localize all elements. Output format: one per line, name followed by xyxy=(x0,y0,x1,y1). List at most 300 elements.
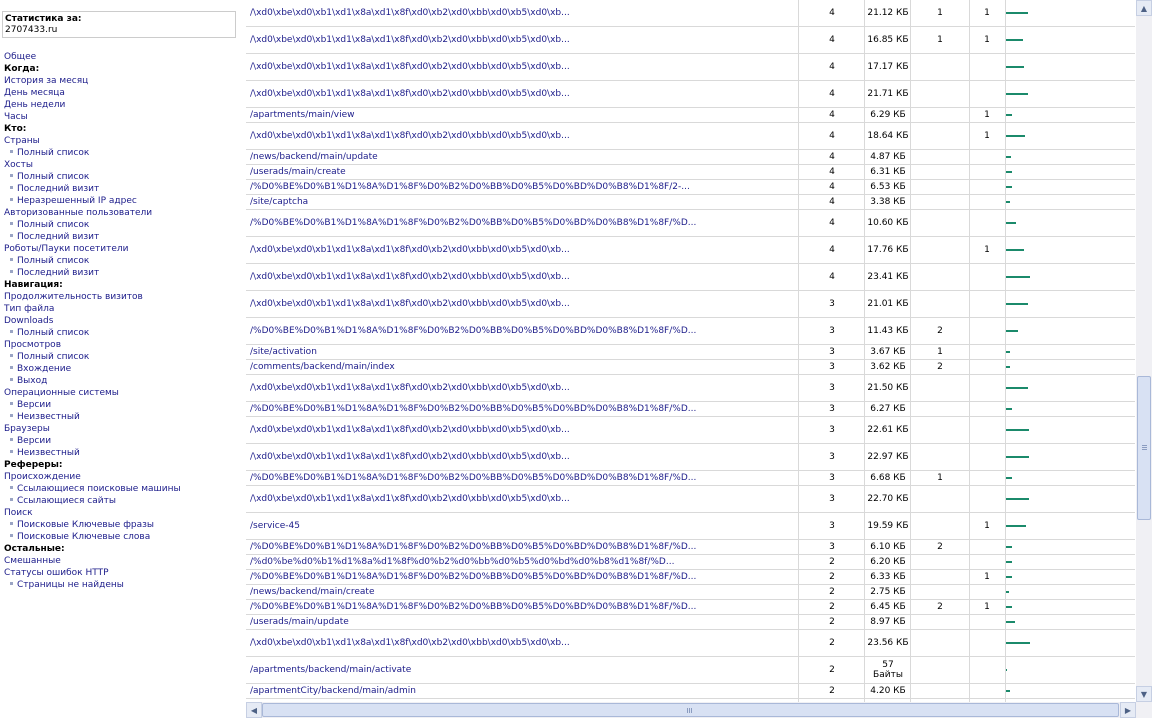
table-row xyxy=(246,0,1135,27)
menu-item-label: Когда: xyxy=(4,64,40,74)
menu-subitem[interactable] xyxy=(4,327,240,339)
page-url-link[interactable]: /\xd0\xbe\xd0\xb1\xd1\x8a\xd1\x8f\xd0\xb2\xd0\xbb\xd0\xb5\xd0\xb... xyxy=(250,383,570,393)
hits-bar-cell xyxy=(1006,54,1134,80)
menu-item[interactable] xyxy=(4,567,240,579)
bullet-icon xyxy=(10,582,13,585)
menu-item[interactable] xyxy=(4,207,240,219)
hits-bar-cell xyxy=(1006,108,1134,122)
bullet-icon xyxy=(10,486,13,489)
size-cell: 23.56 КБ xyxy=(867,638,909,648)
menu-item[interactable] xyxy=(4,507,240,519)
page-url-link[interactable]: /news/backend/main/update xyxy=(250,152,378,162)
menu-subitem[interactable] xyxy=(4,495,240,507)
table-row xyxy=(246,108,1135,123)
size-cell: 6.31 КБ xyxy=(870,167,906,177)
page-url-link[interactable]: /site/activation xyxy=(250,347,317,357)
menu-item[interactable] xyxy=(4,555,240,567)
entry-cell xyxy=(911,108,969,122)
menu-section-header xyxy=(4,279,240,291)
hits-bar xyxy=(1006,114,1012,116)
page-url-link[interactable]: /%d0%be%d0%b1%d1%8a%d1%8f%d0%b2%d0%bb%d0%b5%d0%bd%d0%b8%d1%8f/%D... xyxy=(250,557,675,567)
menu-section-header xyxy=(4,123,240,135)
hits-bar xyxy=(1006,429,1029,431)
scroll-down-button[interactable] xyxy=(1136,686,1152,702)
menu-subitem[interactable] xyxy=(4,531,240,543)
page-url-link[interactable]: /\xd0\xbe\xd0\xb1\xd1\x8a\xd1\x8f\xd0\xb2\xd0\xbb\xd0\xb5\xd0\xb... xyxy=(250,35,570,45)
entry-cell xyxy=(911,513,969,539)
size-cell: 17.17 КБ xyxy=(867,62,909,72)
menu-item-label: Полный список xyxy=(17,328,90,338)
size-cell: 6.53 КБ xyxy=(870,182,906,192)
bullet-icon xyxy=(10,174,13,177)
hits-cell: 3 xyxy=(829,542,835,552)
menu-item-label: Хосты xyxy=(4,160,33,170)
vertical-scrollbar[interactable] xyxy=(1136,0,1152,702)
menu-item-label: Кто: xyxy=(4,124,27,134)
menu-subitem[interactable] xyxy=(4,399,240,411)
table-row xyxy=(246,237,1135,264)
stats-site-box xyxy=(2,11,236,38)
page-url-link[interactable]: /\xd0\xbe\xd0\xb1\xd1\x8a\xd1\x8f\xd0\xb2\xd0\xbb\xd0\xb5\xd0\xb... xyxy=(250,638,570,648)
page-url-link[interactable]: /%D0%BE%D0%B1%D1%8A%D1%8F%D0%B2%D0%BB%D0%B5%D0%BD%D0%B8%D1%8F/%D... xyxy=(250,326,697,336)
menu-subitem[interactable] xyxy=(4,147,240,159)
hits-cell: 3 xyxy=(829,494,835,504)
menu-item-label: Полный список xyxy=(17,352,90,362)
entry-cell xyxy=(911,402,969,416)
hits-bar-cell xyxy=(1006,402,1134,416)
table-row xyxy=(246,81,1135,108)
exit-cell: 1 xyxy=(984,8,990,18)
menu-item-label: Выход xyxy=(17,376,48,386)
menu-item[interactable] xyxy=(4,243,240,255)
size-cell: 6.29 КБ xyxy=(870,110,906,120)
menu-item-label: Общее xyxy=(4,52,37,62)
size-cell: 3.62 КБ xyxy=(870,362,906,372)
page-url-link[interactable]: /userads/main/create xyxy=(250,167,346,177)
hits-cell: 3 xyxy=(829,347,835,357)
table-row xyxy=(246,471,1135,486)
menu-item[interactable] xyxy=(4,423,240,435)
size-cell: 19.59 КБ xyxy=(867,521,909,531)
hits-bar xyxy=(1006,156,1011,158)
table-row xyxy=(246,540,1135,555)
table-row xyxy=(246,27,1135,54)
page-url-link[interactable]: /\xd0\xbe\xd0\xb1\xd1\x8a\xd1\x8f\xd0\xb2\xd0\xbb\xd0\xb5\xd0\xb... xyxy=(250,62,570,72)
hits-bar-cell xyxy=(1006,210,1134,236)
hits-bar-cell xyxy=(1006,318,1134,344)
hits-bar xyxy=(1006,456,1029,458)
exit-cell xyxy=(970,471,1004,485)
page-url-link[interactable]: /%D0%BE%D0%B1%D1%8A%D1%8F%D0%B2%D0%BB%D0%B5%D0%BD%D0%B8%D1%8F/%D... xyxy=(250,602,697,612)
bullet-icon xyxy=(10,366,13,369)
grip-icon xyxy=(1142,445,1147,446)
menu-subitem[interactable] xyxy=(4,447,240,459)
exit-cell xyxy=(970,630,1004,656)
menu-subitem[interactable] xyxy=(4,255,240,267)
exit-cell xyxy=(970,375,1004,401)
column-divider xyxy=(910,0,911,702)
exit-cell xyxy=(970,291,1004,317)
horizontal-scrollbar[interactable] xyxy=(246,702,1136,718)
hits-bar-cell xyxy=(1006,150,1134,164)
menu-subitem[interactable] xyxy=(4,435,240,447)
size-cell: 21.71 КБ xyxy=(867,89,909,99)
menu-item-label: Смешанные xyxy=(4,556,61,566)
page-url-link[interactable]: /site/captcha xyxy=(250,197,309,207)
exit-cell: 1 xyxy=(984,110,990,120)
table-row xyxy=(246,570,1135,585)
hits-bar-cell xyxy=(1006,684,1134,698)
hits-bar-cell xyxy=(1006,540,1134,554)
scrollbar-corner xyxy=(1136,702,1152,718)
menu-item-label: Часы xyxy=(4,112,28,122)
table-row xyxy=(246,318,1135,345)
bullet-icon xyxy=(10,270,13,273)
menu-subitem[interactable] xyxy=(4,579,240,591)
exit-cell: 1 xyxy=(984,245,990,255)
menu-subitem[interactable] xyxy=(4,171,240,183)
bullet-icon xyxy=(10,234,13,237)
entry-cell xyxy=(911,123,969,149)
page-url-link[interactable]: /%D0%BE%D0%B1%D1%8A%D1%8F%D0%B2%D0%BB%D0%B5%D0%BD%D0%B8%D1%8F/%D... xyxy=(250,473,697,483)
bullet-icon xyxy=(10,378,13,381)
entry-cell xyxy=(911,375,969,401)
menu-item[interactable] xyxy=(4,75,240,87)
menu-subitem[interactable] xyxy=(4,195,240,207)
hits-cell: 3 xyxy=(829,425,835,435)
hits-bar-cell xyxy=(1006,513,1134,539)
menu-item[interactable] xyxy=(4,291,240,303)
entry-cell: 1 xyxy=(937,35,943,45)
menu-item-label: Статусы ошибок HTTP xyxy=(4,568,109,578)
entry-cell xyxy=(911,180,969,194)
menu-subitem[interactable] xyxy=(4,351,240,363)
page-url-link[interactable]: /apartments/main/view xyxy=(250,110,355,120)
hits-bar-cell xyxy=(1006,657,1134,683)
page-url-link[interactable]: /%D0%BE%D0%B1%D1%8A%D1%8F%D0%B2%D0%BB%D0%B5%D0%BD%D0%B8%D1%8F/%D... xyxy=(250,572,697,582)
chevron-left-icon: ◀ xyxy=(250,705,258,715)
menu-item-label: Роботы/Пауки посетители xyxy=(4,244,129,254)
menu-item-label: Полный список xyxy=(17,172,90,182)
hits-bar-cell xyxy=(1006,615,1134,629)
menu-item-label: Навигация: xyxy=(4,280,63,290)
menu-item-label: Страны xyxy=(4,136,40,146)
entry-cell xyxy=(911,54,969,80)
chevron-right-icon: ▶ xyxy=(1124,705,1132,715)
hits-bar-cell xyxy=(1006,486,1134,512)
menu-item-label: История за месяц xyxy=(4,76,89,86)
hits-bar-cell xyxy=(1006,0,1134,26)
horizontal-scroll-thumb[interactable] xyxy=(262,703,1119,717)
page-url-link[interactable]: /\xd0\xbe\xd0\xb1\xd1\x8a\xd1\x8f\xd0\xb2\xd0\xbb\xd0\xb5\xd0\xb... xyxy=(250,8,570,18)
hits-bar xyxy=(1006,477,1012,479)
hits-cell: 4 xyxy=(829,167,835,177)
table-row xyxy=(246,180,1135,195)
vertical-scroll-thumb[interactable] xyxy=(1137,376,1151,520)
exit-cell: 1 xyxy=(984,35,990,45)
hits-bar-cell xyxy=(1006,291,1134,317)
hits-bar-cell xyxy=(1006,165,1134,179)
page-url-link[interactable]: /\xd0\xbe\xd0\xb1\xd1\x8a\xd1\x8f\xd0\xb2\xd0\xbb\xd0\xb5\xd0\xb... xyxy=(250,131,570,141)
table-row xyxy=(246,600,1135,615)
size-cell: 57 Байты xyxy=(873,660,903,680)
menu-subitem[interactable] xyxy=(4,483,240,495)
exit-cell xyxy=(970,318,1004,344)
table-row xyxy=(246,210,1135,237)
size-cell: 21.50 КБ xyxy=(867,383,909,393)
hits-bar-cell xyxy=(1006,360,1134,374)
menu-item-label: Неизвестный xyxy=(17,412,80,422)
menu-item-label: Ссылающиеся сайты xyxy=(17,496,116,506)
bullet-icon xyxy=(10,198,13,201)
hits-cell: 4 xyxy=(829,218,835,228)
table-row xyxy=(246,150,1135,165)
menu-item-label: Последний визит xyxy=(17,268,100,278)
page-url-link[interactable]: /%D0%BE%D0%B1%D1%8A%D1%8F%D0%B2%D0%BB%D0%B5%D0%BD%D0%B8%D1%8F/%D... xyxy=(250,404,697,414)
size-cell: 4.20 КБ xyxy=(870,686,906,696)
hits-bar-cell xyxy=(1006,123,1134,149)
table-row xyxy=(246,375,1135,402)
page-url-link[interactable]: /news/backend/main/create xyxy=(250,587,375,597)
exit-cell xyxy=(970,585,1004,599)
size-cell: 6.10 КБ xyxy=(870,542,906,552)
page-url-link[interactable]: /\xd0\xbe\xd0\xb1\xd1\x8a\xd1\x8f\xd0\xb2\xd0\xbb\xd0\xb5\xd0\xb... xyxy=(250,299,570,309)
menu-item-label: Авторизованные пользователи xyxy=(4,208,153,218)
exit-cell: 1 xyxy=(984,572,990,582)
page-url-link[interactable]: /apartments/backend/main/activate xyxy=(250,665,412,675)
exit-cell xyxy=(970,615,1004,629)
hits-cell: 3 xyxy=(829,299,835,309)
menu-item-label: Остальные: xyxy=(4,544,65,554)
hits-cell: 4 xyxy=(829,62,835,72)
menu-item-label: Браузеры xyxy=(4,424,50,434)
table-row xyxy=(246,486,1135,513)
exit-cell xyxy=(970,555,1004,569)
table-row xyxy=(246,444,1135,471)
menu-item-label: Полный список xyxy=(17,256,90,266)
menu-item[interactable] xyxy=(4,339,240,351)
hits-bar-cell xyxy=(1006,471,1134,485)
page-url-link[interactable]: /\xd0\xbe\xd0\xb1\xd1\x8a\xd1\x8f\xd0\xb2\xd0\xbb\xd0\xb5\xd0\xb... xyxy=(250,452,570,462)
entry-cell xyxy=(911,444,969,470)
page-url-link[interactable]: /%D0%BE%D0%B1%D1%8A%D1%8F%D0%B2%D0%BB%D0%B5%D0%BD%D0%B8%D1%8F/2-... xyxy=(250,182,690,192)
menu-item-label: Версии xyxy=(17,436,52,446)
menu-item-label: Ссылающиеся поисковые машины xyxy=(17,484,181,494)
page-url-link[interactable]: /\xd0\xbe\xd0\xb1\xd1\x8a\xd1\x8f\xd0\xb2\xd0\xbb\xd0\xb5\xd0\xb... xyxy=(250,425,570,435)
menu-item-label: Вхождение xyxy=(17,364,72,374)
hits-bar xyxy=(1006,93,1028,95)
hits-bar-cell xyxy=(1006,585,1134,599)
menu-subitem[interactable] xyxy=(4,363,240,375)
nav-menu xyxy=(4,51,240,591)
menu-item[interactable] xyxy=(4,87,240,99)
size-cell: 16.85 КБ xyxy=(867,35,909,45)
menu-item[interactable] xyxy=(4,111,240,123)
hits-bar xyxy=(1006,576,1012,578)
table-row xyxy=(246,165,1135,180)
stats-label: Статистика за: xyxy=(5,14,82,24)
hits-bar-cell xyxy=(1006,345,1134,359)
hits-cell: 2 xyxy=(829,665,835,675)
hits-cell: 4 xyxy=(829,152,835,162)
exit-cell xyxy=(970,264,1004,290)
hits-bar xyxy=(1006,201,1010,203)
hits-bar xyxy=(1006,303,1028,305)
hits-bar-cell xyxy=(1006,444,1134,470)
page-url-link[interactable]: /\xd0\xbe\xd0\xb1\xd1\x8a\xd1\x8f\xd0\xb2\xd0\xbb\xd0\xb5\xd0\xb... xyxy=(250,245,570,255)
page-url-link[interactable]: /apartmentCity/backend/main/admin xyxy=(250,686,416,696)
table-row xyxy=(246,360,1135,375)
hits-cell: 4 xyxy=(829,8,835,18)
pages-table xyxy=(246,0,1135,702)
page-url-link[interactable]: /\xd0\xbe\xd0\xb1\xd1\x8a\xd1\x8f\xd0\xb2\xd0\xbb\xd0\xb5\xd0\xb... xyxy=(250,494,570,504)
size-cell: 10.60 КБ xyxy=(867,218,909,228)
entry-cell xyxy=(911,585,969,599)
hits-bar xyxy=(1006,351,1010,353)
menu-section-header xyxy=(4,459,240,471)
entry-cell xyxy=(911,684,969,698)
hits-cell: 2 xyxy=(829,602,835,612)
size-cell: 21.01 КБ xyxy=(867,299,909,309)
bullet-icon xyxy=(10,186,13,189)
menu-item-label: Поисковые Ключевые фразы xyxy=(17,520,155,530)
hits-bar-cell xyxy=(1006,375,1134,401)
entry-cell: 2 xyxy=(937,542,943,552)
entry-cell xyxy=(911,210,969,236)
scroll-right-button[interactable] xyxy=(1120,702,1136,718)
table-row xyxy=(246,657,1135,684)
exit-cell xyxy=(970,180,1004,194)
table-row xyxy=(246,513,1135,540)
table-row xyxy=(246,264,1135,291)
menu-subitem[interactable] xyxy=(4,183,240,195)
hits-bar xyxy=(1006,525,1026,527)
hits-bar xyxy=(1006,66,1024,68)
hits-cell: 4 xyxy=(829,89,835,99)
hits-bar xyxy=(1006,669,1007,671)
bullet-icon xyxy=(10,498,13,501)
menu-item-label: Downloads xyxy=(4,316,54,326)
bullet-icon xyxy=(10,450,13,453)
hits-bar xyxy=(1006,498,1029,500)
menu-item-label: День месяца xyxy=(4,88,65,98)
exit-cell xyxy=(970,345,1004,359)
table-row xyxy=(246,630,1135,657)
menu-item[interactable] xyxy=(4,159,240,171)
exit-cell xyxy=(970,417,1004,443)
menu-section-header xyxy=(4,63,240,75)
size-cell: 6.68 КБ xyxy=(870,473,906,483)
hits-cell: 3 xyxy=(829,326,835,336)
hits-bar-cell xyxy=(1006,417,1134,443)
bullet-icon xyxy=(10,222,13,225)
size-cell: 2.75 КБ xyxy=(870,587,906,597)
table-row xyxy=(246,402,1135,417)
page-url-link[interactable]: /\xd0\xbe\xd0\xb1\xd1\x8a\xd1\x8f\xd0\xb2\xd0\xbb\xd0\xb5\xd0\xb... xyxy=(250,272,570,282)
scroll-left-button[interactable] xyxy=(246,702,262,718)
menu-subitem[interactable] xyxy=(4,411,240,423)
page-url-link[interactable]: /comments/backend/main/index xyxy=(250,362,395,372)
page-url-link[interactable]: /%D0%BE%D0%B1%D1%8A%D1%8F%D0%B2%D0%BB%D0%B5%D0%BD%D0%B8%D1%8F/%D... xyxy=(250,218,697,228)
menu-item[interactable] xyxy=(4,315,240,327)
menu-subitem[interactable] xyxy=(4,231,240,243)
table-row xyxy=(246,555,1135,570)
scroll-up-button[interactable] xyxy=(1136,0,1152,16)
table-row xyxy=(246,417,1135,444)
size-cell: 8.97 КБ xyxy=(870,617,906,627)
menu-subitem[interactable] xyxy=(4,519,240,531)
menu-item-label: Неизвестный xyxy=(17,448,80,458)
size-cell: 17.76 КБ xyxy=(867,245,909,255)
bullet-icon xyxy=(10,438,13,441)
menu-subitem[interactable] xyxy=(4,267,240,279)
entry-cell: 2 xyxy=(937,326,943,336)
menu-item[interactable] xyxy=(4,51,240,63)
menu-item-label: Тип файла xyxy=(4,304,55,314)
entry-cell xyxy=(911,264,969,290)
hits-bar xyxy=(1006,12,1028,14)
page-url-link[interactable]: /\xd0\xbe\xd0\xb1\xd1\x8a\xd1\x8f\xd0\xb2\xd0\xbb\xd0\xb5\xd0\xb... xyxy=(250,89,570,99)
menu-item-label: Неразрешенный IP адрес xyxy=(17,196,137,206)
size-cell: 23.41 КБ xyxy=(867,272,909,282)
hits-cell: 3 xyxy=(829,473,835,483)
page-url-link[interactable]: /%D0%BE%D0%B1%D1%8A%D1%8F%D0%B2%D0%BB%D0%B5%D0%BD%D0%B8%D1%8F/%D... xyxy=(250,542,697,552)
menu-item-label: Операционные системы xyxy=(4,388,119,398)
size-cell: 3.67 КБ xyxy=(870,347,906,357)
hits-cell: 4 xyxy=(829,35,835,45)
menu-item-label: Версии xyxy=(17,400,52,410)
column-divider xyxy=(864,0,865,702)
hits-bar-cell xyxy=(1006,264,1134,290)
size-cell: 6.27 КБ xyxy=(870,404,906,414)
entry-cell xyxy=(911,291,969,317)
size-cell: 11.43 КБ xyxy=(867,326,909,336)
table-row xyxy=(246,123,1135,150)
entry-cell xyxy=(911,630,969,656)
exit-cell xyxy=(970,195,1004,209)
menu-item[interactable] xyxy=(4,135,240,147)
menu-item[interactable] xyxy=(4,471,240,483)
hits-cell: 2 xyxy=(829,572,835,582)
bullet-icon xyxy=(10,150,13,153)
entry-cell xyxy=(911,486,969,512)
size-cell: 18.64 КБ xyxy=(867,131,909,141)
exit-cell xyxy=(970,54,1004,80)
hits-cell: 4 xyxy=(829,272,835,282)
hits-bar xyxy=(1006,561,1012,563)
menu-item[interactable] xyxy=(4,303,240,315)
hits-bar xyxy=(1006,690,1010,692)
exit-cell xyxy=(970,360,1004,374)
menu-subitem[interactable] xyxy=(4,219,240,231)
hits-cell: 3 xyxy=(829,452,835,462)
hits-cell: 3 xyxy=(829,362,835,372)
menu-item-label: Поисковые Ключевые слова xyxy=(17,532,151,542)
page-url-link[interactable]: /service-45 xyxy=(250,521,300,531)
entry-cell xyxy=(911,195,969,209)
entry-cell xyxy=(911,417,969,443)
menu-item[interactable] xyxy=(4,99,240,111)
entry-cell xyxy=(911,150,969,164)
entry-cell xyxy=(911,615,969,629)
menu-section-header xyxy=(4,543,240,555)
page-url-link[interactable]: /userads/main/update xyxy=(250,617,349,627)
size-cell: 6.45 КБ xyxy=(870,602,906,612)
chevron-up-icon: ▲ xyxy=(1140,3,1148,13)
menu-item[interactable] xyxy=(4,387,240,399)
menu-subitem[interactable] xyxy=(4,375,240,387)
hits-bar-cell xyxy=(1006,195,1134,209)
